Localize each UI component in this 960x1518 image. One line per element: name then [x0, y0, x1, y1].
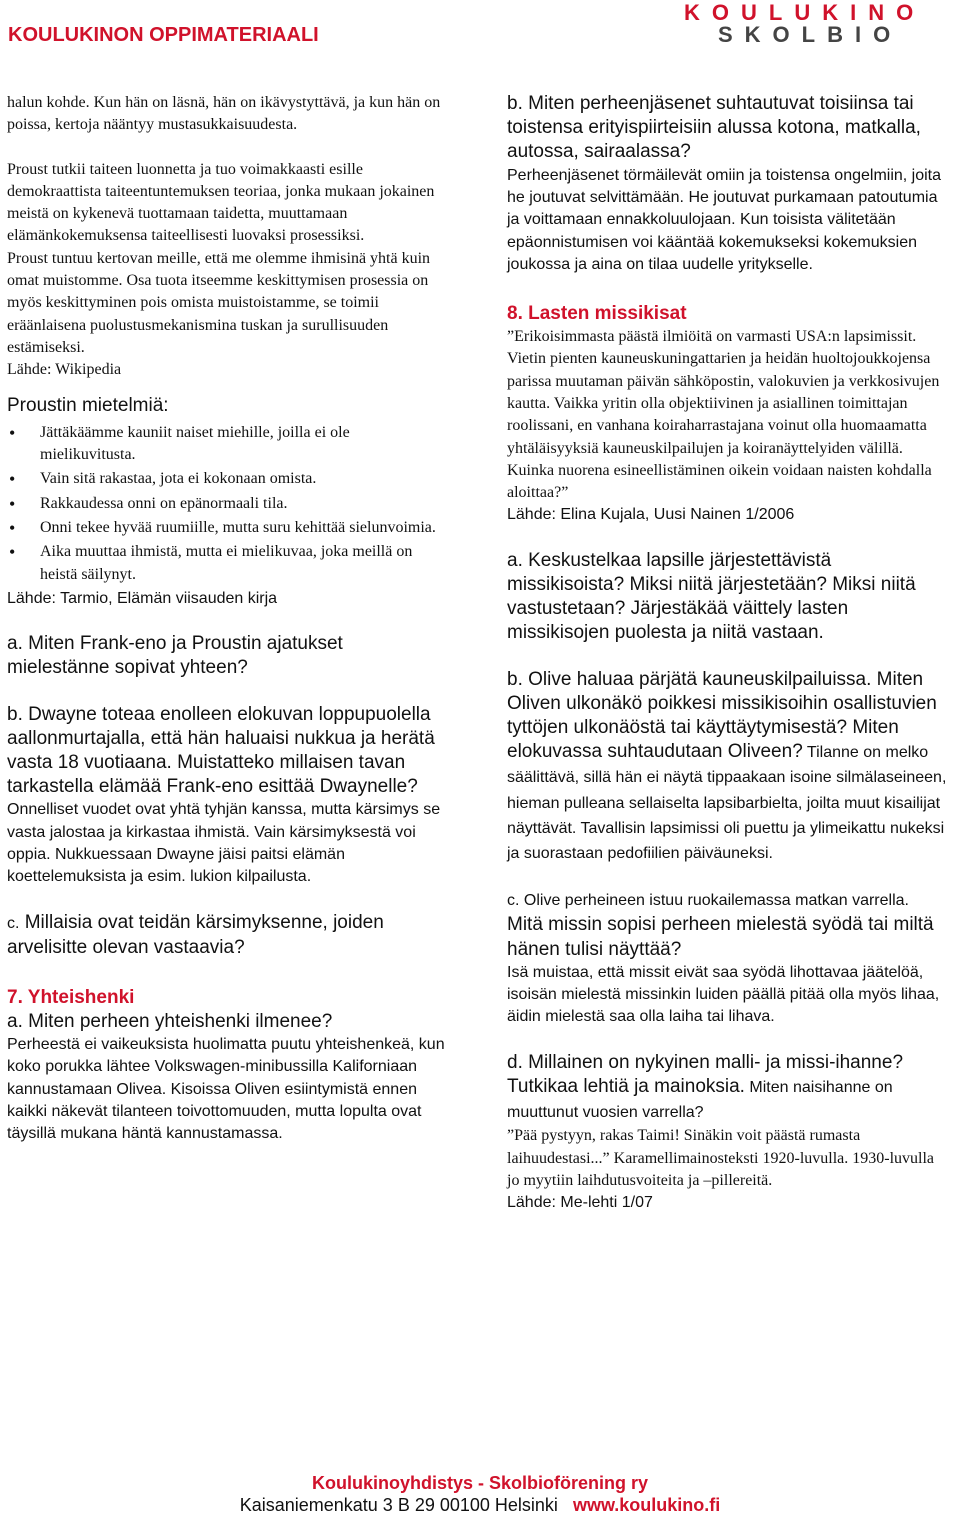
source-me-lehti: Lähde: Me-lehti 1/07: [507, 1194, 653, 1212]
section-7-heading: 7. Yhteishenki: [7, 986, 135, 1008]
section-7-question: a. Miten perheen yhteishenki ilmenee?: [7, 1010, 333, 1032]
question-b-olive-text: b. Olive haluaa pärjätä kauneuskilpailuissa. Miten Oliven ulkonäkö poikkesi missikisoihin osallistuvien tyttöjen ulkonäöstä tai käyttäytymisestä? Miten elokuvassa suhtaudutaan Oliveen?: [507, 668, 937, 763]
question-d-text: d. Millainen on nykyinen malli- ja missi-ihanne? Tutkikaa lehtiä ja mainoksia.: [507, 1051, 904, 1097]
source-tarmio: Lähde: Tarmio, Elämän viisauden kirja: [7, 589, 278, 607]
thoughts-heading: Proustin mietelmiä:: [7, 394, 169, 416]
right-column: [507, 92, 947, 1215]
footer-address-line: [0, 1494, 960, 1516]
quote-d-ad: ”Pää pystyyn, rakas Taimi! Sinäkin voit päästä rumasta laihuudestasi...” Karamellimainosteksti 1920-luvulla. 1930-luvulla jo myytiin laihdutusvoiteita ja –pillereitä.: [507, 1127, 935, 1189]
question-c-text: Millaisia ovat teidän kärsimyksenne, joiden arvelisitte olevan vastaavia?: [7, 911, 384, 958]
answer-c-meal: Isä muistaa, että missit eivät saa syödä lihottavaa jäätelöä, isoisän mielestä missinkin luiden päällä pitää olla myös lihaa, äidin mielestä saa olla laiha tai lihava.: [507, 963, 940, 1026]
question-b-family: b. Miten perheenjäsenet suhtautuvat toisiinsa tai toistensa erityispiirteisiin alussa kotona, matkalla, autossa, sairaalassa?: [507, 93, 921, 163]
koulukino-logo: [684, 2, 956, 46]
list-item: • Jättäkäämme kauniit naiset miehille, joilla ei ole mielikuvitusta.: [7, 422, 447, 467]
answer-b-olive: Tilanne on melko säälittävä, sillä hän ei näytä tippaakaan isoine silmälaseineen, hieman pulleana sellaiselta lapsibarbielta, joilta muut kisailijat näyttävät. Tavallisin lapsimissi oli puettu ja ylimeikattu nukeksi ja suorastaan pedofiilien päiväuneksi.: [507, 744, 947, 862]
question-d-ideal: [507, 1051, 947, 1126]
answer-b-family: Perheenjäsenet törmäilevät omiin ja toistensa ongelmiin, joita he joutuvat selvittämään. He joutuvat purkamaan patoutumia ja voittamaan ennakkoluulojaan. Kun toisista välitetään epäonnistumisen voi kääntää kokemukseksi kokemuksien joukossa ja aina on tilaa uudelle yritykselle.: [507, 166, 942, 273]
list-item: • Aika muuttaa ihmistä, mutta ei mielikuvaa, joka meillä on heistä säilynyt.: [7, 541, 447, 586]
question-a-pageants: a. Keskustelkaa lapsille järjestettävistä missikisoista? Miksi niitä järjestetään? Miksi niitä vastustetaan? Järjestäkää väittely lasten missikisojen puolesta ja niitä vastaan.: [507, 549, 916, 644]
question-b-dwayne: b. Dwayne toteaa enolleen elokuvan loppupuolella aallonmurtajalla, että hän haluaisi nukkua ja herätä vasta 18 vuotiaana. Muistatteko millaisen tavan tarkastella elämää Frank-eno esittää Dwaynelle?: [7, 703, 435, 798]
page-header-title: KOULUKINON OPPIMATERIAALI: [8, 24, 319, 46]
question-a-frank: a. Miten Frank-eno ja Proustin ajatukset mielestänne sopivat yhteen?: [7, 633, 343, 679]
proust-paragraph-1: Proust tutkii taiteen luonnetta ja tuo voimakkaasti esille demokraattista taiteentuntemuksen teoriaa, jonka mukaan jokainen meistä on kykenevä tuottamaan taidetta, muuttamaan elämänkokemuksensa taiteellisesti luovaksi prosessiksi.: [7, 160, 435, 245]
answer-b-dwayne: Onnelliset vuodet ovat yhtä tyhjän kanssa, mutta kärsimys se vasta jalostaa ja kirkastaa ihmistä. Vain kärsimyksestä voi oppia. Nukkuessaan Dwayne jäisi paitsi elämän koettelemuksista ja esim. lukion kilpailusta.: [7, 801, 441, 886]
footer-address: Kaisaniemenkatu 3 B 29 00100 Helsinki: [239, 1495, 558, 1515]
footer-organization: Koulukinoyhdistys - Skolbioförening ry: [311, 1473, 649, 1493]
left-column: [7, 92, 447, 1146]
thoughts-list: [7, 422, 447, 586]
question-c-lead: c. Olive perheineen istuu ruokailemassa matkan varrella.: [507, 892, 909, 910]
page-footer: [0, 1472, 960, 1516]
question-c-suffering: [7, 911, 447, 960]
question-b-olive: [507, 668, 947, 867]
question-c-meal: [507, 888, 947, 962]
list-item: • Rakkaudessa onni on epänormaali tila.: [7, 493, 447, 515]
question-c-prefix: c.: [7, 914, 20, 932]
source-kujala: Lähde: Elina Kujala, Uusi Nainen 1/2006: [507, 506, 795, 524]
footer-website-link[interactable]: www.koulukino.fi: [572, 1495, 721, 1515]
list-item: • Vain sitä rakastaa, jota ei kokonaan omista.: [7, 468, 447, 490]
logo-line-2: SKOLBIO: [718, 22, 903, 47]
list-item: • Onni tekee hyvää ruumiille, mutta suru kehittää sielunvoimia.: [7, 517, 447, 539]
logo-line-1: KOULUKINO: [684, 0, 926, 25]
intro-paragraph: halun kohde. Kun hän on läsnä, hän on ikävystyttävä, ja kun hän on poissa, kertoja nääntyy mustasukkaisuudesta.: [7, 94, 441, 134]
proust-paragraph-2: Proust tuntuu kertovan meille, että me olemme ihmisinä yhtä kuin omat muistomme. Osa tuota itseemme keskittymisen prosessia on myös keskittyminen pois omista muistoistamme, se toimii eräänlaisena puolustusmekanismina tuskan ja surullisuuden estämiseksi.: [7, 249, 431, 356]
question-c-meal-text: Mitä missin sopisi perheen mielestä syödä tai miltä hänen tulisi näyttää?: [507, 914, 934, 960]
section-7-answer: Perheestä ei vaikeuksista huolimatta puutu yhteishenkeä, kun koko porukka lähtee Volkswagen-minibussilla Kaliforniaan kannustamaan Olivea. Kisoissa Oliven esiintymistä ennen kaikki näkevät tilanteen toivottomuuden, mutta lopulta ovat täysillä mukana häntä kannustamassa.: [7, 1036, 445, 1143]
section-8-quote: ”Erikoisimmasta päästä ilmiöitä on varmasti USA:n lapsimissit. Vietin pienten kauneuskuningattarien ja heidän huoltojoukkojensa parissa muutaman päivän sähköpostin, valokuvien ja verkkosivujen kautta. Vaikka yritin olla objektiivinen ja asiallinen toimittajan roolissani, en vanhana koiraharrastajana voinut olla huomaamatta yhtäläisyyksiä kauneuskilpailujen ja koiranäyttelyiden välillä. Kuinka nuorena esineellistäminen oikein voidaan naisten kohdalla aloittaa?”: [507, 328, 940, 502]
source-wikipedia: Lähde: Wikipedia: [7, 361, 122, 379]
section-8-heading: 8. Lasten missikisat: [507, 303, 687, 325]
question-d-tail: Miten naisihanne on muuttunut vuosien varrella?: [507, 1078, 893, 1122]
